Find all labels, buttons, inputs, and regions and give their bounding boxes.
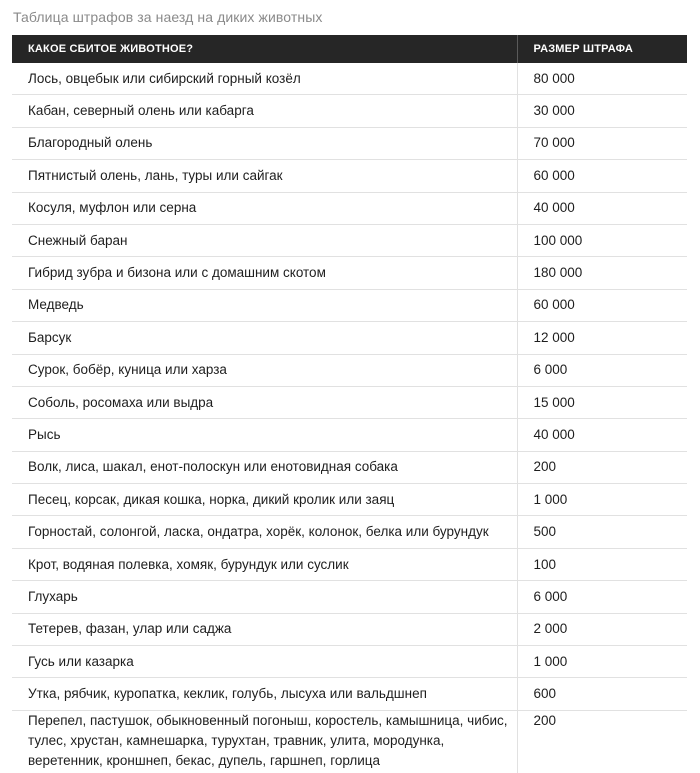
fine-cell: 200 — [517, 710, 687, 773]
fines-table-container — [12, 35, 687, 773]
header-animal: КАКОЕ СБИТОЕ ЖИВОТНОЕ? — [12, 35, 517, 63]
animal-cell: Рысь — [12, 419, 517, 451]
fine-cell: 6 000 — [517, 581, 687, 613]
table-row — [12, 516, 687, 548]
animal-cell: Перепел, пастушок, обыкновенный погоныш, коростель, камышница, чибис, тулес, хрустан, камнешарка, турухтан, травник, улита, мородунка, веретенник, кроншнеп, бекас, дупель, гаршнеп, горлица — [28, 712, 508, 768]
table-row — [12, 160, 687, 192]
table-row — [12, 548, 687, 580]
table-caption: Таблица штрафов за наезд на диких животных — [13, 9, 323, 25]
table-row — [12, 127, 687, 159]
animal-cell: Крот, водяная полевка, хомяк, бурундук или суслик — [12, 548, 517, 580]
fines-table — [12, 35, 687, 773]
fine-cell: 180 000 — [517, 257, 687, 289]
animal-cell: Благородный олень — [12, 127, 517, 159]
table-row — [12, 484, 687, 516]
table-row — [12, 581, 687, 613]
fine-cell: 6 000 — [517, 354, 687, 386]
table-row — [12, 289, 687, 321]
fine-cell: 100 — [517, 548, 687, 580]
header-row — [12, 35, 687, 63]
animal-cell: Гибрид зубра и бизона или с домашним скотом — [12, 257, 517, 289]
fine-cell: 70 000 — [517, 127, 687, 159]
table-row — [12, 646, 687, 678]
animal-cell: Пятнистый олень, лань, туры или сайгак — [12, 160, 517, 192]
table-header — [12, 35, 687, 63]
animal-cell: Косуля, муфлон или серна — [12, 192, 517, 224]
fine-cell: 30 000 — [517, 95, 687, 127]
animal-cell: Волк, лиса, шакал, енот-полоскун или енотовидная собака — [12, 451, 517, 483]
fine-cell: 60 000 — [517, 160, 687, 192]
animal-cell: Глухарь — [12, 581, 517, 613]
fine-cell: 12 000 — [517, 322, 687, 354]
table-row — [12, 710, 687, 773]
header-fine: РАЗМЕР ШТРАФА — [517, 35, 687, 63]
fine-cell: 40 000 — [517, 419, 687, 451]
fine-cell: 500 — [517, 516, 687, 548]
animal-cell: Снежный баран — [12, 224, 517, 256]
animal-cell: Соболь, росомаха или выдра — [12, 386, 517, 418]
fine-cell: 40 000 — [517, 192, 687, 224]
table-row — [12, 354, 687, 386]
animal-cell: Гусь или казарка — [12, 646, 517, 678]
table-row — [12, 63, 687, 95]
fine-cell: 60 000 — [517, 289, 687, 321]
fine-cell: 600 — [517, 678, 687, 710]
fine-cell: 200 — [517, 451, 687, 483]
table-row — [12, 451, 687, 483]
animal-cell: Песец, корсак, дикая кошка, норка, дикий кролик или заяц — [12, 484, 517, 516]
table-row — [12, 257, 687, 289]
fine-cell: 15 000 — [517, 386, 687, 418]
table-body — [12, 63, 687, 773]
fine-cell: 80 000 — [517, 63, 687, 95]
animal-cell: Сурок, бобёр, куница или харза — [12, 354, 517, 386]
table-row — [12, 386, 687, 418]
animal-cell: Барсук — [12, 322, 517, 354]
fine-cell: 2 000 — [517, 613, 687, 645]
fine-cell: 1 000 — [517, 646, 687, 678]
table-row — [12, 224, 687, 256]
table-row — [12, 613, 687, 645]
table-row — [12, 322, 687, 354]
table-row — [12, 192, 687, 224]
animal-cell: Утка, рябчик, куропатка, кеклик, голубь, лысуха или вальдшнеп — [12, 678, 517, 710]
table-row — [12, 678, 687, 710]
animal-cell: Медведь — [12, 289, 517, 321]
animal-cell: Тетерев, фазан, улар или саджа — [12, 613, 517, 645]
animal-cell: Лось, овцебык или сибирский горный козёл — [12, 63, 517, 95]
table-row — [12, 95, 687, 127]
fine-cell: 1 000 — [517, 484, 687, 516]
table-row — [12, 419, 687, 451]
fine-cell: 100 000 — [517, 224, 687, 256]
animal-cell: Горностай, солонгой, ласка, ондатра, хорёк, колонок, белка или бурундук — [12, 516, 517, 548]
animal-cell: Кабан, северный олень или кабарга — [12, 95, 517, 127]
